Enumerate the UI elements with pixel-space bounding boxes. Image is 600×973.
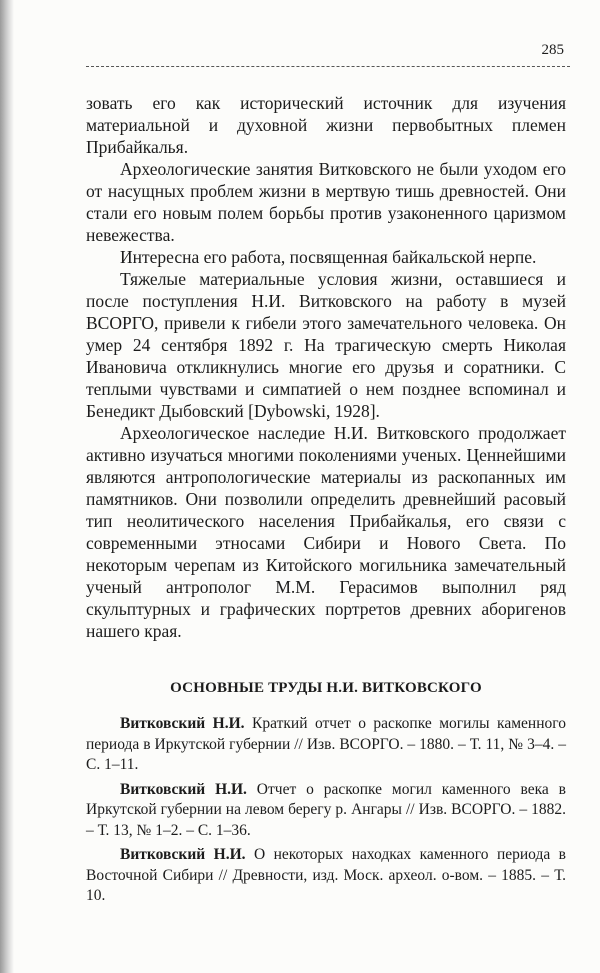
body-text bbox=[86, 92, 566, 642]
paragraph-5: Археологическое наследие Н.И. Витковского продолжает активно изучаться многими поколениями ученых. Ценнейшими являются антропологические материалы из раскопанных им памятников. Они позволили определить древнейший расовый тип неолитического населения Прибайкалья, его связи с современными этносами Сибири и Нового Света. По некоторым черепам из Китойского могильника замечательный ученый антрополог М.М. Герасимов выполнил ряд скульптурных и графических портретов древних аборигенов нашего края. bbox=[86, 423, 566, 641]
page-number: 285 bbox=[541, 42, 564, 58]
reference-text: Отчет о раскопке могил каменного века в Иркутской губернии на левом берегу р. Ангары // Изв. ВСОРГО. – 1882. – Т. 13, № 1–2. – С. 1–36. bbox=[86, 780, 566, 839]
paragraph-4: Тяжелые материальные условия жизни, оставшиеся и после поступления Н.И. Витковского на работу в музей ВСОРГО, привели к гибели этого замечательного человека. Он умер 24 сентября 1892 г. На трагическую смерть Николая Ивановича откликнулись многие его друзья и соратники. С теплыми чувствами и симпатией о нем позднее вспоминал и Бенедикт Дыбовский [Dybowski, 1928]. bbox=[86, 269, 566, 421]
reference-item bbox=[86, 714, 566, 776]
reference-item bbox=[86, 845, 566, 907]
reference-text: О некоторых находках каменного периода в Восточной Сибири // Древности, изд. Моск. археол. о-вом. – 1885. – Т. 10. bbox=[86, 846, 566, 904]
reference-item bbox=[86, 780, 566, 842]
paragraph-1: зовать его как исторический источник для изучения материальной и духовной жизни первобытных племен Прибайкалья. bbox=[86, 93, 566, 157]
reference-author: Витковский Н.И. bbox=[120, 780, 247, 798]
reference-author: Витковский Н.И. bbox=[120, 846, 246, 863]
section-title: ОСНОВНЫЕ ТРУДЫ Н.И. ВИТКОВСКОГО bbox=[170, 680, 482, 696]
header-rule bbox=[86, 66, 570, 67]
paragraph-2: Археологические занятия Витковского не были уходом его от насущных проблем жизни в мертвую тишь древностей. Они стали его новым полем борьбы против узаконенного царизмом невежества. bbox=[86, 159, 566, 245]
page-edge-shadow bbox=[0, 0, 14, 973]
reference-list bbox=[86, 714, 566, 911]
reference-text: Краткий отчет о раскопке могилы каменного периода в Иркутской губернии // Изв. ВСОРГО. – 1880. – Т. 11, № 3–4. – С. 1–11. bbox=[86, 715, 566, 773]
reference-author: Витковский Н.И. bbox=[120, 715, 245, 732]
paragraph-3: Интересна его работа, посвященная байкальской нерпе. bbox=[120, 247, 537, 267]
